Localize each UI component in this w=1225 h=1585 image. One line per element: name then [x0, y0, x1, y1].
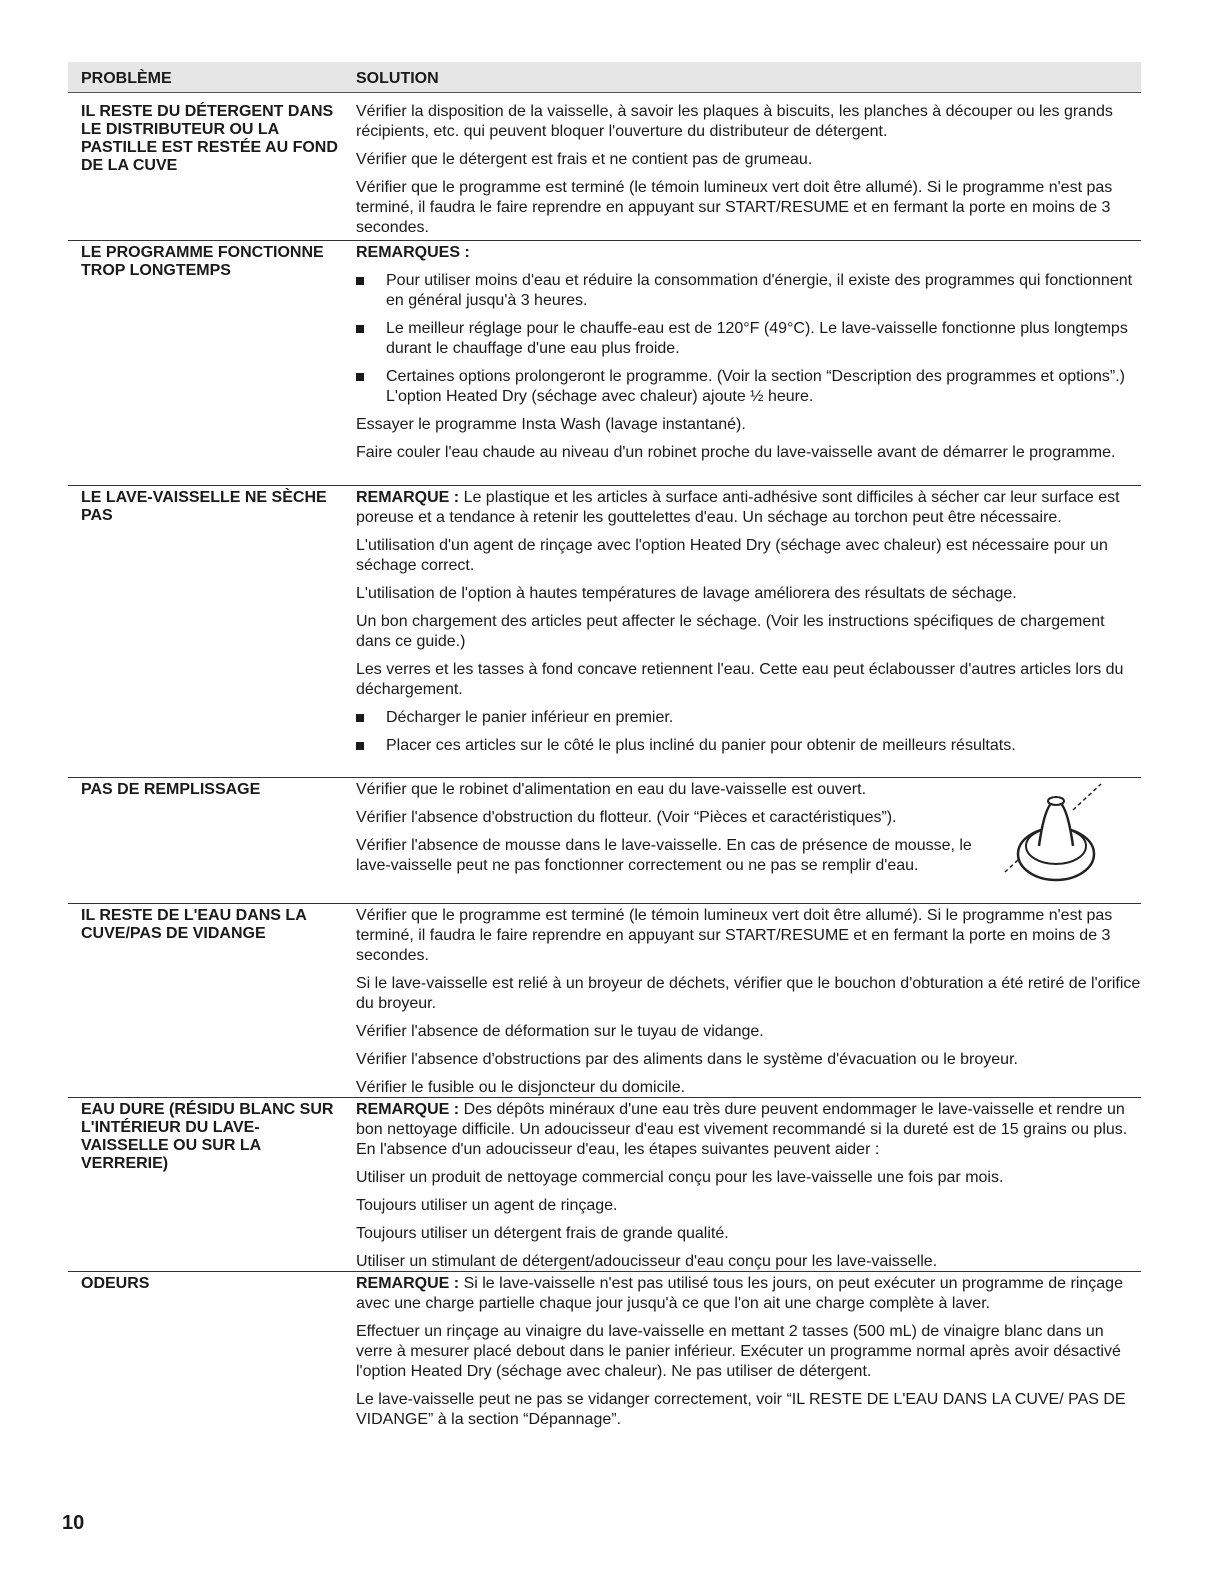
remark-text: Le plastique et les articles à surface anti-adhésive sont difficiles à sécher car leur surface est poreuse et a tendance à retenir les gouttelettes d'eau. Un séchage au torchon peut être nécessaire.	[356, 489, 1120, 526]
solution-paragraph: Utiliser un stimulant de détergent/adoucisseur d'eau conçu pour les lave-vaisselle.	[356, 1253, 938, 1270]
float-icon	[1001, 780, 1111, 890]
list-item	[356, 319, 1141, 359]
solution-cell	[356, 243, 1141, 471]
solution-paragraph: Les verres et les tasses à fond concave retiennent l'eau. Cette eau peut éclabousser d'autres articles lors du déchargement.	[356, 661, 1124, 698]
solution-paragraph: Vérifier l'absence de déformation sur le tuyau de vidange.	[356, 1023, 764, 1040]
solution-paragraph: Faire couler l'eau chaude au niveau d'un robinet proche du lave-vaisselle avant de démarrer le programme.	[356, 444, 1116, 461]
solution-paragraph: Vérifier la disposition de la vaisselle, à savoir les plaques à biscuits, les planches à découper ou les grands récipients, etc. qui peuvent bloquer l'ouverture du distributeur de détergent.	[356, 103, 1113, 140]
table-row	[68, 777, 1141, 902]
header-problem: PROBLÈME	[81, 70, 172, 87]
solution-paragraph: Vérifier que le robinet d'alimentation en eau du lave-vaisselle est ouvert.	[356, 781, 867, 798]
bullet-text: Pour utiliser moins d'eau et réduire la consommation d'énergie, il existe des programmes qui fonctionnent en général jusqu'à 3 heures.	[386, 272, 1133, 309]
problem-cell: PAS DE REMPLISSAGE	[81, 781, 261, 798]
remark-label: REMARQUE :	[356, 1101, 460, 1118]
solution-cell	[356, 1100, 1141, 1280]
solution-paragraph: Toujours utiliser un détergent frais de grande qualité.	[356, 1225, 729, 1242]
bullet-text: Le meilleur réglage pour le chauffe-eau est de 120°F (49°C). Le lave-vaisselle fonctionne plus longtemps durant le chauffage d'une eau plus froide.	[386, 320, 1128, 357]
table-row	[68, 1271, 1141, 1472]
solution-cell	[356, 488, 1141, 764]
solution-paragraph: L'utilisation d'un agent de rinçage avec l'option Heated Dry (séchage avec chaleur) est nécessaire pour un séchage correct.	[356, 537, 1108, 574]
solution-paragraph: Vérifier l'absence d'obstruction du flotteur. (Voir “Pièces et caractéristiques”).	[356, 809, 897, 826]
problem-cell: LE LAVE-VAISSELLE NE SÈCHE PAS	[81, 489, 327, 524]
list-item	[356, 708, 1141, 728]
remark-paragraph	[356, 1100, 1141, 1160]
table-row	[68, 100, 1141, 238]
problem-cell: IL RESTE DE L'EAU DANS LA CUVE/PAS DE VIDANGE	[81, 907, 307, 942]
solution-cell	[356, 780, 996, 884]
bullet-icon	[356, 277, 364, 285]
bullet-text: Décharger le panier inférieur en premier.	[386, 709, 674, 726]
solution-paragraph: Essayer le programme Insta Wash (lavage instantané).	[356, 416, 746, 433]
solution-paragraph: Vérifier l'absence d'obstructions par des aliments dans le système d'évacuation ou le broyeur.	[356, 1051, 1018, 1068]
bullet-text: Certaines options prolongeront le programme. (Voir la section “Description des programmes et options”.) L'option Heated Dry (séchage avec chaleur) ajoute ½ heure.	[386, 368, 1126, 405]
solution-paragraph: Le lave-vaisselle peut ne pas se vidanger correctement, voir “IL RESTE DE L'EAU DANS LA CUVE/ PAS DE VIDANGE” à la section “Dépannage”.	[356, 1391, 1126, 1428]
remark-text: Si le lave-vaisselle n'est pas utilisé tous les jours, on peut exécuter un programme de rinçage avec une charge partielle chaque jour jusqu'à ce que l'on ait une charge complète à laver.	[356, 1275, 1123, 1312]
list-item	[356, 736, 1141, 756]
list-item	[356, 367, 1141, 407]
solution-cell	[356, 906, 1141, 1106]
solution-cell	[356, 102, 1141, 246]
solution-paragraph: L'utilisation de l'option à hautes températures de lavage améliorera des résultats de séchage.	[356, 585, 1017, 602]
page-number: 10	[62, 1512, 85, 1534]
header-solution: SOLUTION	[356, 70, 439, 87]
list-item	[356, 271, 1141, 311]
bullet-icon	[356, 373, 364, 381]
problem-cell: ODEURS	[81, 1275, 150, 1292]
bullet-icon	[356, 742, 364, 750]
table-header	[68, 62, 1141, 93]
solution-paragraph: Utiliser un produit de nettoyage commercial conçu pour les lave-vaisselle une fois par mois.	[356, 1169, 1004, 1186]
solution-paragraph: Un bon chargement des articles peut affecter le séchage. (Voir les instructions spécifiques de chargement dans ce guide.)	[356, 613, 1105, 650]
remark-label: REMARQUE :	[356, 1275, 460, 1292]
bullet-list	[356, 708, 1141, 756]
solution-paragraph: Vérifier le fusible ou le disjoncteur du domicile.	[356, 1079, 686, 1096]
table-row	[68, 240, 1141, 484]
remark-label: REMARQUE :	[356, 489, 460, 506]
remark-label: REMARQUES :	[356, 244, 470, 261]
bullet-icon	[356, 714, 364, 722]
problem-cell: EAU DURE (RÉSIDU BLANC SUR L'INTÉRIEUR DU LAVE-VAISSELLE OU SUR LA VERRERIE)	[81, 1101, 334, 1172]
solution-paragraph: Vérifier que le programme est terminé (le témoin lumineux vert doit être allumé). Si le programme n'est pas terminé, il faudra le faire reprendre en appuyant sur START/RESUME et en fermant la porte en moins de 3 secondes.	[356, 907, 1113, 964]
remark-paragraph	[356, 1274, 1141, 1314]
solution-paragraph: Si le lave-vaisselle est relié à un broyeur de déchets, vérifier que le bouchon d'obturation a été retiré de l'orifice du broyeur.	[356, 975, 1141, 1012]
solution-paragraph: Effectuer un rinçage au vinaigre du lave-vaisselle en mettant 2 tasses (500 mL) de vinaigre blanc dans un verre à mesurer placé debout dans le panier inférieur. Exécuter un programme normal après avoir désactivé l'option Heated Dry (séchage avec chaleur). Ne pas utiliser de détergent.	[356, 1323, 1121, 1380]
problem-cell: LE PROGRAMME FONCTIONNE TROP LONGTEMPS	[81, 244, 324, 279]
table-row	[68, 485, 1141, 776]
bullet-icon	[356, 325, 364, 333]
solution-cell	[356, 1274, 1141, 1438]
bullet-list	[356, 271, 1141, 407]
remark-paragraph	[356, 488, 1141, 528]
table-row	[68, 903, 1141, 1096]
bullet-text: Placer ces articles sur le côté le plus incliné du panier pour obtenir de meilleurs résultats.	[386, 737, 1016, 754]
solution-paragraph: Toujours utiliser un agent de rinçage.	[356, 1197, 618, 1214]
solution-paragraph: Vérifier l'absence de mousse dans le lave-vaisselle. En cas de présence de mousse, le lave-vaisselle peut ne pas fonctionner correctement ou ne pas se remplir d'eau.	[356, 837, 972, 874]
solution-paragraph: Vérifier que le programme est terminé (le témoin lumineux vert doit être allumé). Si le programme n'est pas terminé, il faudra le faire reprendre en appuyant sur START/RESUME et en fermant la porte en moins de 3 secondes.	[356, 179, 1113, 236]
problem-cell: IL RESTE DU DÉTERGENT DANS LE DISTRIBUTEUR OU LA PASTILLE EST RESTÉE AU FOND DE LA CUVE	[81, 103, 338, 174]
table-row	[68, 1097, 1141, 1270]
solution-paragraph: Vérifier que le détergent est frais et ne contient pas de grumeau.	[356, 151, 813, 168]
remark-text: Des dépôts minéraux d'une eau très dure peuvent endommager le lave-vaisselle et rendre un bon nettoyage difficile. Un adoucisseur d'eau est vivement recommandé si la dureté est de 15 grains ou plus. En l'absence d'un adoucisseur d'eau, les étapes suivantes peuvent aider :	[356, 1101, 1128, 1158]
